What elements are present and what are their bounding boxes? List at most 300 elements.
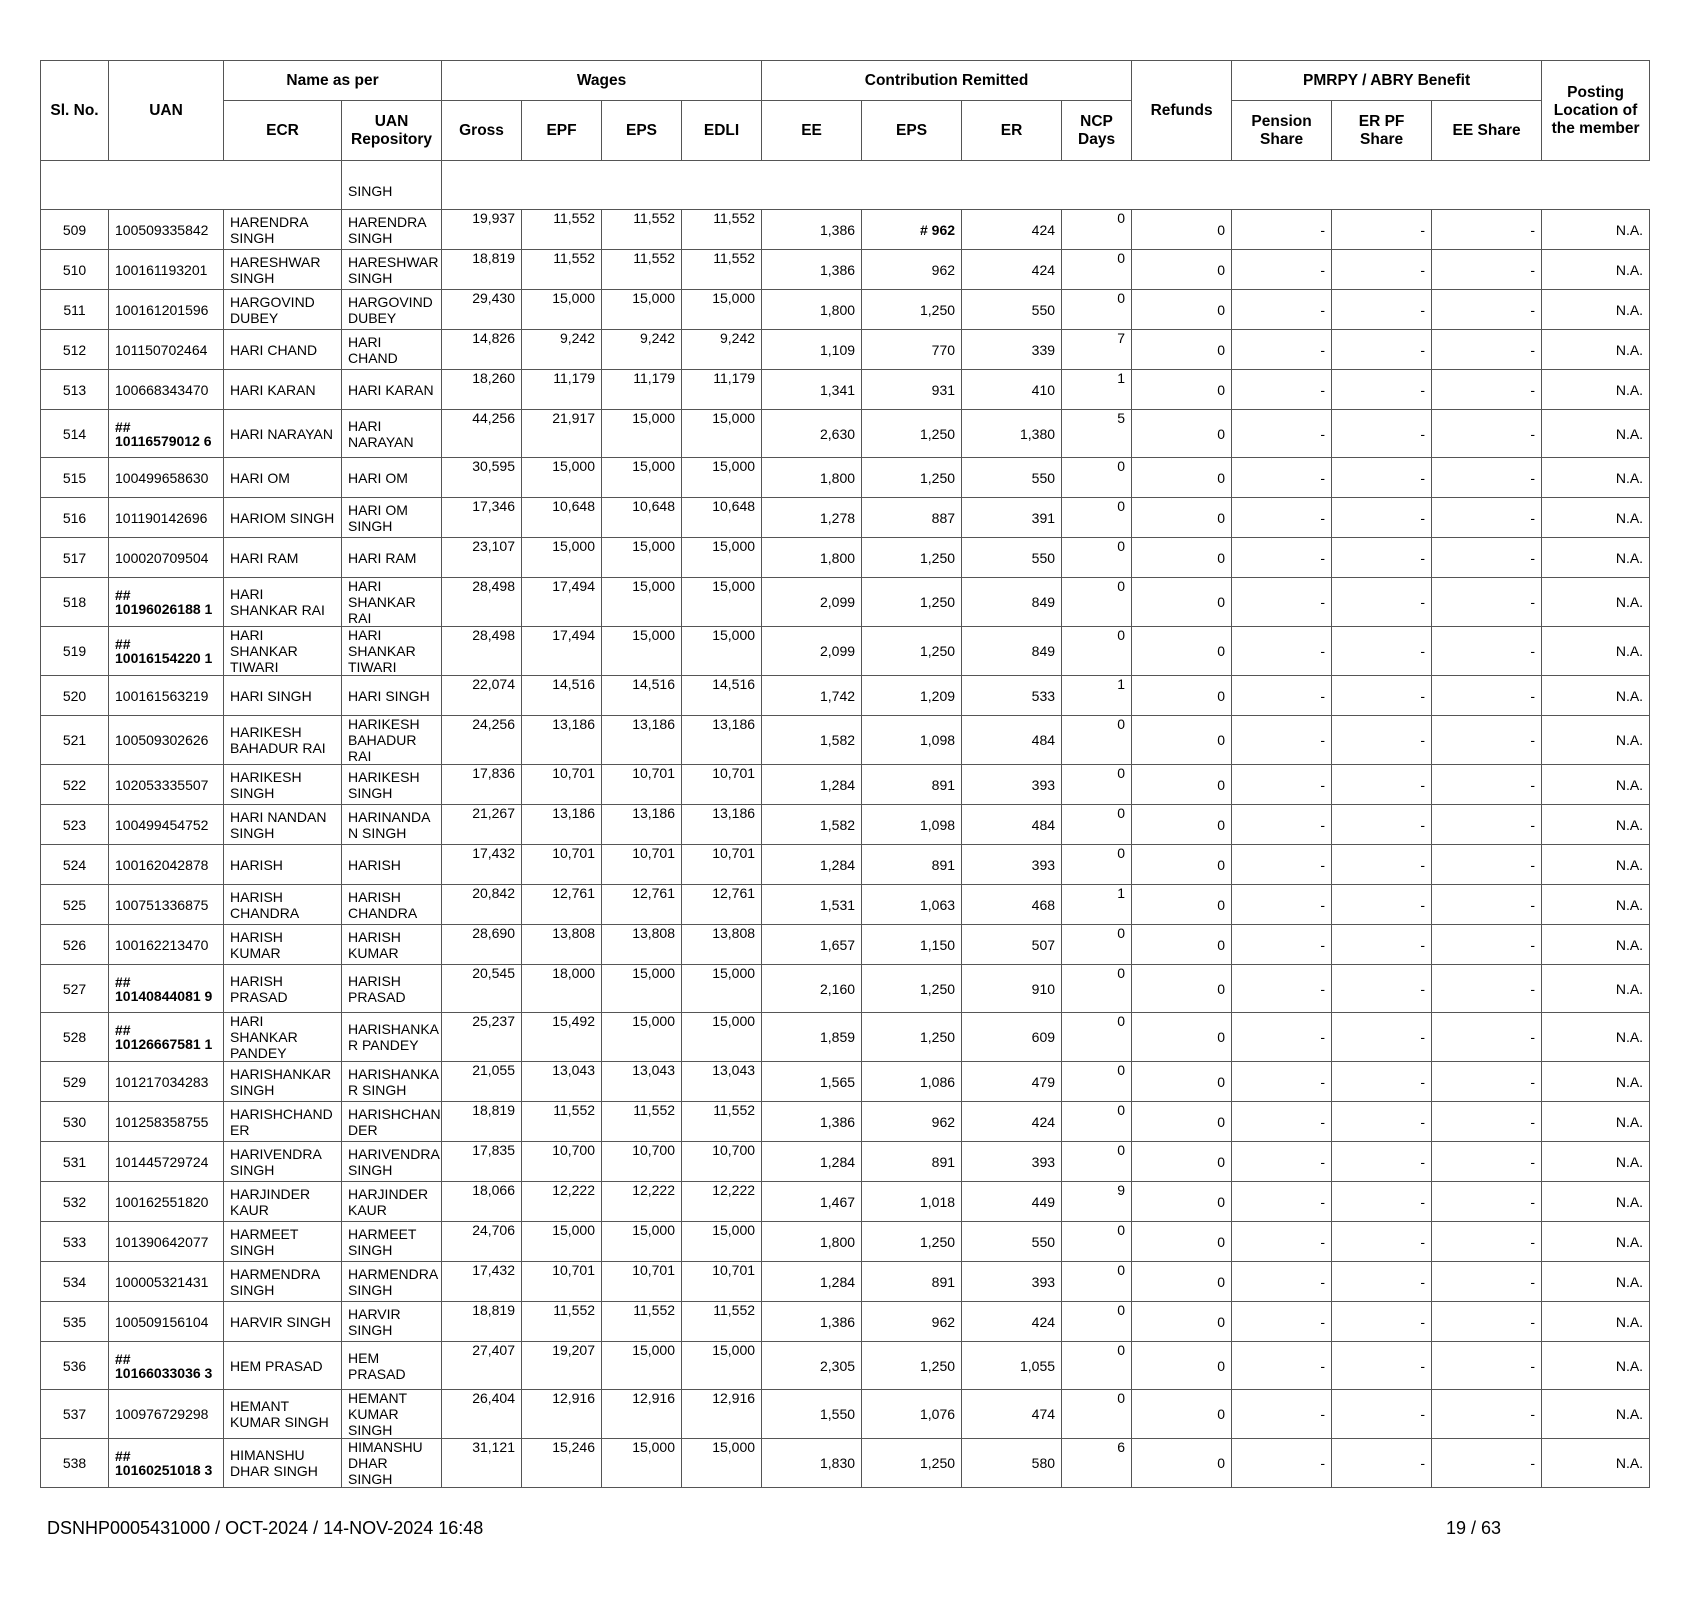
row-sl-no: 520	[41, 676, 109, 716]
row-ee-share: -	[1432, 1390, 1542, 1439]
row-wages-edli: 11,552	[682, 250, 762, 290]
row-ee-share: -	[1432, 1013, 1542, 1062]
row-ncp-days: 0	[1062, 1390, 1132, 1439]
row-name-uan-repository: HARGOVIND DUBEY	[342, 290, 442, 330]
row-wages-epf: 19,207	[522, 1342, 602, 1390]
row-name-uan-repository: HARISH PRASAD	[342, 965, 442, 1013]
row-name-ecr: HARVIR SINGH	[224, 1302, 342, 1342]
row-wages-eps: 15,000	[602, 538, 682, 578]
row-name-uan-repository: HIMANSHU DHAR SINGH	[342, 1439, 442, 1488]
header-uan: UAN	[109, 61, 224, 161]
row-wages-edli: 15,000	[682, 1439, 762, 1488]
row-pension-share: -	[1232, 805, 1332, 845]
row-contribution-er: 393	[962, 765, 1062, 805]
row-contribution-ee: 1,565	[762, 1062, 862, 1102]
row-contribution-ee: 1,386	[762, 1102, 862, 1142]
row-sl-no: 509	[41, 210, 109, 250]
row-sl-no: 531	[41, 1142, 109, 1182]
row-wages-gross: 18,819	[442, 1302, 522, 1342]
row-sl-no: 518	[41, 578, 109, 627]
row-refunds: 0	[1132, 925, 1232, 965]
row-wages-edli: 13,186	[682, 716, 762, 765]
row-wages-gross: 20,545	[442, 965, 522, 1013]
row-posting-location: N.A.	[1542, 458, 1650, 498]
row-ncp-days: 0	[1062, 627, 1132, 676]
row-pension-share: -	[1232, 1262, 1332, 1302]
row-pension-share: -	[1232, 250, 1332, 290]
row-pension-share: -	[1232, 210, 1332, 250]
header-edli: EDLI	[682, 101, 762, 161]
table-row	[41, 1342, 1650, 1390]
row-sl-no: 528	[41, 1013, 109, 1062]
row-wages-edli: 15,000	[682, 538, 762, 578]
row-wages-epf: 21,917	[522, 410, 602, 458]
row-contribution-eps: 1,250	[862, 410, 962, 458]
row-contribution-er: 339	[962, 330, 1062, 370]
row-name-uan-repository: HARMENDRA SINGH	[342, 1262, 442, 1302]
row-wages-edli: 15,000	[682, 627, 762, 676]
row-wages-eps: 13,808	[602, 925, 682, 965]
row-refunds: 0	[1132, 1142, 1232, 1182]
table-row	[41, 210, 1650, 250]
row-wages-edli: 12,761	[682, 885, 762, 925]
row-er-pf-share: -	[1332, 1142, 1432, 1182]
footer-page-number: 19 / 63	[1446, 1518, 1502, 1538]
row-er-pf-share: -	[1332, 498, 1432, 538]
row-name-uan-repository: HARI KARAN	[342, 370, 442, 410]
row-wages-edli: 10,701	[682, 1262, 762, 1302]
row-name-uan-repository: HARI CHAND	[342, 330, 442, 370]
row-wages-eps: 14,516	[602, 676, 682, 716]
row-wages-eps: 15,000	[602, 578, 682, 627]
row-er-pf-share: -	[1332, 1439, 1432, 1488]
row-wages-gross: 17,835	[442, 1142, 522, 1182]
row-wages-eps: 15,000	[602, 1439, 682, 1488]
row-wages-eps: 15,000	[602, 1013, 682, 1062]
row-wages-gross: 26,404	[442, 1390, 522, 1439]
row-ncp-days: 7	[1062, 330, 1132, 370]
row-name-ecr: HARI RAM	[224, 538, 342, 578]
table-row	[41, 1102, 1650, 1142]
row-contribution-eps: 1,150	[862, 925, 962, 965]
row-name-ecr: HARI SHANKAR TIWARI	[224, 627, 342, 676]
row-wages-gross: 21,055	[442, 1062, 522, 1102]
row-name-ecr: HARI SINGH	[224, 676, 342, 716]
row-sl-no: 512	[41, 330, 109, 370]
ecr-table	[40, 60, 1650, 1488]
table-row	[41, 1182, 1650, 1222]
row-wages-edli: 15,000	[682, 1013, 762, 1062]
row-wages-epf: 13,186	[522, 805, 602, 845]
row-contribution-er: 393	[962, 1262, 1062, 1302]
row-wages-epf: 11,552	[522, 1102, 602, 1142]
row-ee-share: -	[1432, 1062, 1542, 1102]
row-wages-epf: 14,516	[522, 676, 602, 716]
row-name-ecr: HARI CHAND	[224, 330, 342, 370]
row-pension-share: -	[1232, 1062, 1332, 1102]
row-wages-eps: 13,186	[602, 805, 682, 845]
row-uan: 101390642077	[109, 1222, 224, 1262]
row-name-uan-repository: HARIKESH BAHADUR RAI	[342, 716, 442, 765]
row-refunds: 0	[1132, 965, 1232, 1013]
row-wages-gross: 22,074	[442, 676, 522, 716]
row-ee-share: -	[1432, 676, 1542, 716]
row-name-uan-repository: HARJINDER KAUR	[342, 1182, 442, 1222]
row-ee-share: -	[1432, 210, 1542, 250]
row-refunds: 0	[1132, 410, 1232, 458]
row-ncp-days: 0	[1062, 805, 1132, 845]
row-ncp-days: 0	[1062, 925, 1132, 965]
continuation-text: SINGH	[342, 161, 442, 210]
row-posting-location: N.A.	[1542, 1222, 1650, 1262]
row-ncp-days: 0	[1062, 1062, 1132, 1102]
row-wages-epf: 13,043	[522, 1062, 602, 1102]
row-refunds: 0	[1132, 805, 1232, 845]
row-contribution-eps: 1,250	[862, 290, 962, 330]
row-posting-location: N.A.	[1542, 1342, 1650, 1390]
row-er-pf-share: -	[1332, 458, 1432, 498]
row-contribution-eps: 1,250	[862, 1342, 962, 1390]
table-row	[41, 1390, 1650, 1439]
row-refunds: 0	[1132, 716, 1232, 765]
row-contribution-er: 550	[962, 458, 1062, 498]
row-ee-share: -	[1432, 578, 1542, 627]
row-uan: ## 10016154220 1	[109, 627, 224, 676]
row-er-pf-share: -	[1332, 1302, 1432, 1342]
table-row	[41, 845, 1650, 885]
row-wages-gross: 44,256	[442, 410, 522, 458]
row-posting-location: N.A.	[1542, 498, 1650, 538]
row-contribution-eps: 931	[862, 370, 962, 410]
row-uan: 101190142696	[109, 498, 224, 538]
row-er-pf-share: -	[1332, 925, 1432, 965]
row-ncp-days: 9	[1062, 1182, 1132, 1222]
row-posting-location: N.A.	[1542, 330, 1650, 370]
row-wages-eps: 10,648	[602, 498, 682, 538]
row-wages-eps: 10,700	[602, 1142, 682, 1182]
row-wages-epf: 15,000	[522, 538, 602, 578]
row-pension-share: -	[1232, 1439, 1332, 1488]
header-contribution-remitted: Contribution Remitted	[762, 61, 1132, 101]
row-contribution-er: 479	[962, 1062, 1062, 1102]
row-ee-share: -	[1432, 498, 1542, 538]
row-ncp-days: 5	[1062, 410, 1132, 458]
row-wages-gross: 17,346	[442, 498, 522, 538]
row-pension-share: -	[1232, 1390, 1332, 1439]
row-contribution-ee: 2,630	[762, 410, 862, 458]
row-pension-share: -	[1232, 716, 1332, 765]
row-refunds: 0	[1132, 578, 1232, 627]
row-contribution-er: 424	[962, 1102, 1062, 1142]
row-wages-epf: 9,242	[522, 330, 602, 370]
row-ncp-days: 0	[1062, 1142, 1132, 1182]
row-name-ecr: HARI SHANKAR PANDEY	[224, 1013, 342, 1062]
row-wages-eps: 12,222	[602, 1182, 682, 1222]
row-ee-share: -	[1432, 410, 1542, 458]
row-wages-gross: 18,819	[442, 1102, 522, 1142]
header-pension-share: Pension Share	[1232, 101, 1332, 161]
row-er-pf-share: -	[1332, 1102, 1432, 1142]
row-name-ecr: HARISH PRASAD	[224, 965, 342, 1013]
row-sl-no: 511	[41, 290, 109, 330]
table-row	[41, 965, 1650, 1013]
row-posting-location: N.A.	[1542, 965, 1650, 1013]
row-contribution-eps: # 962	[862, 210, 962, 250]
table-row	[41, 250, 1650, 290]
row-er-pf-share: -	[1332, 1013, 1432, 1062]
row-wages-epf: 11,552	[522, 250, 602, 290]
header-pmrpy-abry-benefit: PMRPY / ABRY Benefit	[1232, 61, 1542, 101]
row-contribution-eps: 1,250	[862, 1439, 962, 1488]
footer-document-reference: DSNHP0005431000 / OCT-2024 / 14-NOV-2024 16:48	[47, 1518, 484, 1538]
row-contribution-ee: 1,800	[762, 1222, 862, 1262]
row-wages-epf: 17,494	[522, 627, 602, 676]
row-wages-epf: 11,552	[522, 1302, 602, 1342]
row-wages-gross: 17,836	[442, 765, 522, 805]
row-wages-eps: 11,552	[602, 250, 682, 290]
header-ncp-days: NCP Days	[1062, 101, 1132, 161]
row-wages-eps: 10,701	[602, 845, 682, 885]
row-wages-epf: 18,000	[522, 965, 602, 1013]
table-row	[41, 925, 1650, 965]
row-posting-location: N.A.	[1542, 1439, 1650, 1488]
row-uan: 100020709504	[109, 538, 224, 578]
row-refunds: 0	[1132, 845, 1232, 885]
row-contribution-eps: 1,076	[862, 1390, 962, 1439]
header-eps-contribution: EPS	[862, 101, 962, 161]
row-name-uan-repository: HARI OM	[342, 458, 442, 498]
row-ncp-days: 0	[1062, 1013, 1132, 1062]
row-uan: 101445729724	[109, 1142, 224, 1182]
row-name-ecr: HARI OM	[224, 458, 342, 498]
row-contribution-er: 468	[962, 885, 1062, 925]
row-uan: 100509302626	[109, 716, 224, 765]
row-wages-eps: 15,000	[602, 458, 682, 498]
row-wages-epf: 15,000	[522, 1222, 602, 1262]
row-contribution-ee: 1,284	[762, 1262, 862, 1302]
row-wages-edli: 15,000	[682, 290, 762, 330]
row-uan: ## 10116579012 6	[109, 410, 224, 458]
row-pension-share: -	[1232, 1102, 1332, 1142]
row-sl-no: 534	[41, 1262, 109, 1302]
row-name-ecr: HARISHCHAND ER	[224, 1102, 342, 1142]
row-contribution-ee: 1,109	[762, 330, 862, 370]
row-pension-share: -	[1232, 538, 1332, 578]
header-er: ER	[962, 101, 1062, 161]
row-posting-location: N.A.	[1542, 370, 1650, 410]
row-uan: 100668343470	[109, 370, 224, 410]
row-sl-no: 530	[41, 1102, 109, 1142]
row-contribution-er: 550	[962, 538, 1062, 578]
row-contribution-eps: 1,250	[862, 578, 962, 627]
row-posting-location: N.A.	[1542, 1062, 1650, 1102]
row-wages-gross: 19,937	[442, 210, 522, 250]
row-wages-edli: 10,701	[682, 765, 762, 805]
table-row	[41, 1262, 1650, 1302]
row-sl-no: 510	[41, 250, 109, 290]
row-wages-gross: 24,706	[442, 1222, 522, 1262]
row-wages-edli: 10,701	[682, 845, 762, 885]
row-name-uan-repository: HARIVENDRA SINGH	[342, 1142, 442, 1182]
row-contribution-er: 550	[962, 290, 1062, 330]
row-wages-epf: 10,700	[522, 1142, 602, 1182]
row-sl-no: 538	[41, 1439, 109, 1488]
row-contribution-er: 849	[962, 578, 1062, 627]
row-uan: 100162551820	[109, 1182, 224, 1222]
row-er-pf-share: -	[1332, 538, 1432, 578]
row-contribution-er: 1,055	[962, 1342, 1062, 1390]
row-ncp-days: 6	[1062, 1439, 1132, 1488]
row-pension-share: -	[1232, 925, 1332, 965]
row-er-pf-share: -	[1332, 676, 1432, 716]
table-row	[41, 676, 1650, 716]
row-er-pf-share: -	[1332, 290, 1432, 330]
row-posting-location: N.A.	[1542, 250, 1650, 290]
row-contribution-er: 910	[962, 965, 1062, 1013]
row-refunds: 0	[1132, 1342, 1232, 1390]
row-name-ecr: HARI KARAN	[224, 370, 342, 410]
row-contribution-ee: 1,284	[762, 765, 862, 805]
row-uan: 100509156104	[109, 1302, 224, 1342]
row-name-ecr: HARISHANKAR SINGH	[224, 1062, 342, 1102]
row-contribution-er: 449	[962, 1182, 1062, 1222]
row-name-uan-repository: HARISH KUMAR	[342, 925, 442, 965]
row-er-pf-share: -	[1332, 765, 1432, 805]
row-uan: 100499454752	[109, 805, 224, 845]
row-name-uan-repository: HARISH CHANDRA	[342, 885, 442, 925]
row-wages-gross: 28,498	[442, 578, 522, 627]
row-contribution-eps: 1,250	[862, 1013, 962, 1062]
row-contribution-eps: 1,086	[862, 1062, 962, 1102]
row-wages-edli: 13,043	[682, 1062, 762, 1102]
row-name-uan-repository: HARVIR SINGH	[342, 1302, 442, 1342]
row-sl-no: 519	[41, 627, 109, 676]
table-row	[41, 538, 1650, 578]
row-wages-epf: 15,492	[522, 1013, 602, 1062]
row-wages-eps: 11,552	[602, 1102, 682, 1142]
row-contribution-eps: 1,250	[862, 538, 962, 578]
row-wages-gross: 14,826	[442, 330, 522, 370]
row-contribution-ee: 1,278	[762, 498, 862, 538]
row-refunds: 0	[1132, 1182, 1232, 1222]
row-name-uan-repository: HARESHWAR SINGH	[342, 250, 442, 290]
row-contribution-ee: 1,582	[762, 805, 862, 845]
row-sl-no: 532	[41, 1182, 109, 1222]
row-sl-no: 523	[41, 805, 109, 845]
table-row	[41, 1013, 1650, 1062]
row-pension-share: -	[1232, 1342, 1332, 1390]
header-eps: EPS	[602, 101, 682, 161]
row-ncp-days: 1	[1062, 885, 1132, 925]
row-wages-epf: 15,000	[522, 290, 602, 330]
row-refunds: 0	[1132, 1302, 1232, 1342]
row-name-ecr: HARJINDER KAUR	[224, 1182, 342, 1222]
row-wages-edli: 11,552	[682, 1102, 762, 1142]
row-ncp-days: 0	[1062, 578, 1132, 627]
row-contribution-ee: 1,657	[762, 925, 862, 965]
row-pension-share: -	[1232, 330, 1332, 370]
row-contribution-er: 484	[962, 716, 1062, 765]
row-ee-share: -	[1432, 290, 1542, 330]
row-ee-share: -	[1432, 330, 1542, 370]
row-ncp-days: 0	[1062, 290, 1132, 330]
row-refunds: 0	[1132, 370, 1232, 410]
row-posting-location: N.A.	[1542, 210, 1650, 250]
row-wages-gross: 23,107	[442, 538, 522, 578]
row-uan: 102053335507	[109, 765, 224, 805]
row-contribution-eps: 962	[862, 1302, 962, 1342]
row-uan: ## 10126667581 1	[109, 1013, 224, 1062]
row-ee-share: -	[1432, 805, 1542, 845]
row-sl-no: 522	[41, 765, 109, 805]
row-pension-share: -	[1232, 1302, 1332, 1342]
row-posting-location: N.A.	[1542, 805, 1650, 845]
table-row	[41, 885, 1650, 925]
row-wages-edli: 11,552	[682, 1302, 762, 1342]
row-wages-edli: 11,179	[682, 370, 762, 410]
row-wages-edli: 9,242	[682, 330, 762, 370]
row-uan: 100161563219	[109, 676, 224, 716]
row-contribution-er: 550	[962, 1222, 1062, 1262]
row-sl-no: 515	[41, 458, 109, 498]
row-pension-share: -	[1232, 885, 1332, 925]
row-contribution-eps: 1,209	[862, 676, 962, 716]
row-refunds: 0	[1132, 885, 1232, 925]
row-sl-no: 536	[41, 1342, 109, 1390]
row-pension-share: -	[1232, 410, 1332, 458]
row-sl-no: 537	[41, 1390, 109, 1439]
row-er-pf-share: -	[1332, 1342, 1432, 1390]
row-wages-eps: 15,000	[602, 965, 682, 1013]
row-ncp-days: 1	[1062, 370, 1132, 410]
row-posting-location: N.A.	[1542, 1182, 1650, 1222]
row-wages-eps: 11,179	[602, 370, 682, 410]
row-name-ecr: HEM PRASAD	[224, 1342, 342, 1390]
row-wages-edli: 15,000	[682, 458, 762, 498]
row-pension-share: -	[1232, 627, 1332, 676]
header-epf: EPF	[522, 101, 602, 161]
row-posting-location: N.A.	[1542, 885, 1650, 925]
row-uan: 101258358755	[109, 1102, 224, 1142]
row-posting-location: N.A.	[1542, 578, 1650, 627]
row-contribution-eps: 962	[862, 1102, 962, 1142]
header-name-as-per: Name as per	[224, 61, 442, 101]
row-ee-share: -	[1432, 1302, 1542, 1342]
row-uan: 100162213470	[109, 925, 224, 965]
table-row	[41, 498, 1650, 538]
row-sl-no: 521	[41, 716, 109, 765]
row-ncp-days: 0	[1062, 1102, 1132, 1142]
row-contribution-er: 393	[962, 1142, 1062, 1182]
row-wages-gross: 27,407	[442, 1342, 522, 1390]
row-contribution-eps: 891	[862, 845, 962, 885]
row-posting-location: N.A.	[1542, 1262, 1650, 1302]
row-er-pf-share: -	[1332, 250, 1432, 290]
row-contribution-eps: 1,098	[862, 805, 962, 845]
row-er-pf-share: -	[1332, 805, 1432, 845]
row-pension-share: -	[1232, 965, 1332, 1013]
row-refunds: 0	[1132, 676, 1232, 716]
row-wages-edli: 10,648	[682, 498, 762, 538]
row-ee-share: -	[1432, 845, 1542, 885]
row-ee-share: -	[1432, 765, 1542, 805]
row-posting-location: N.A.	[1542, 925, 1650, 965]
row-name-ecr: HARENDRA SINGH	[224, 210, 342, 250]
row-refunds: 0	[1132, 330, 1232, 370]
row-wages-epf: 10,701	[522, 1262, 602, 1302]
row-name-ecr: HARIKESH SINGH	[224, 765, 342, 805]
row-ncp-days: 0	[1062, 765, 1132, 805]
